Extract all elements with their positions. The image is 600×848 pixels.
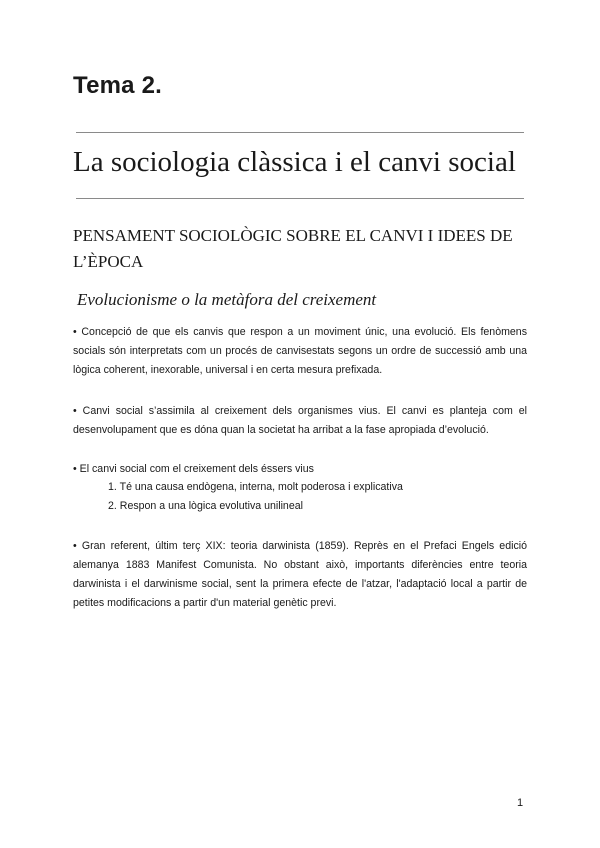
title-rule-top [76,132,524,133]
list-item-text: Respon a una lògica evolutiva unilineal [119,500,303,512]
list-item-number: 1. [108,481,117,493]
section-heading: PENSAMENT SOCIOLÒGIC SOBRE EL CANVI I IDEES DE L’ÈPOCA [73,226,513,271]
paragraph-canvi-social: • Canvi social s’assimila al creixement dels organismes vius. El canvi es planteja com el desenvolupament que es dóna quan la societat ha arribat a la fase apropiada d’evolució. [73,405,527,436]
list-item [108,478,403,497]
paragraph-darwinisme: • Gran referent, últim terç XIX: teoria darwinista (1859). Reprès en el Prefaci Engels edició alemanya 1883 Manifest Comunista. No obstant això, importants diferències entre teoria darwinista i el darwinisme social, sent la primera efecte de l'atzar, l'adaptació local a partir de petites modificacions a partir d'un material genètic previ. [73,540,527,609]
page-title: La sociologia clàssica i el canvi social [73,146,516,178]
list-item-number: 2. [108,500,117,512]
paragraph-concepcio: • Concepció de que els canvis que respon a un moviment únic, una evolució. Els fenòmens socials són interpretats com un procés de canvisestats segons un ordre de successió amb una lògica coherent, inexorable, universal i en certa mesura prefixada. [73,326,527,376]
tema-heading: Tema 2. [73,72,162,99]
subsection-heading: Evolucionisme o la metàfora del creixement [77,290,377,309]
title-rule-bottom [76,198,524,199]
page-number: 1 [517,797,524,809]
list-item [108,497,403,516]
numbered-list [108,478,403,516]
paragraph-creixement: • El canvi social com el creixement dels éssers vius [73,463,314,475]
list-item-text: Té una causa endògena, interna, molt poderosa i explicativa [119,481,403,493]
